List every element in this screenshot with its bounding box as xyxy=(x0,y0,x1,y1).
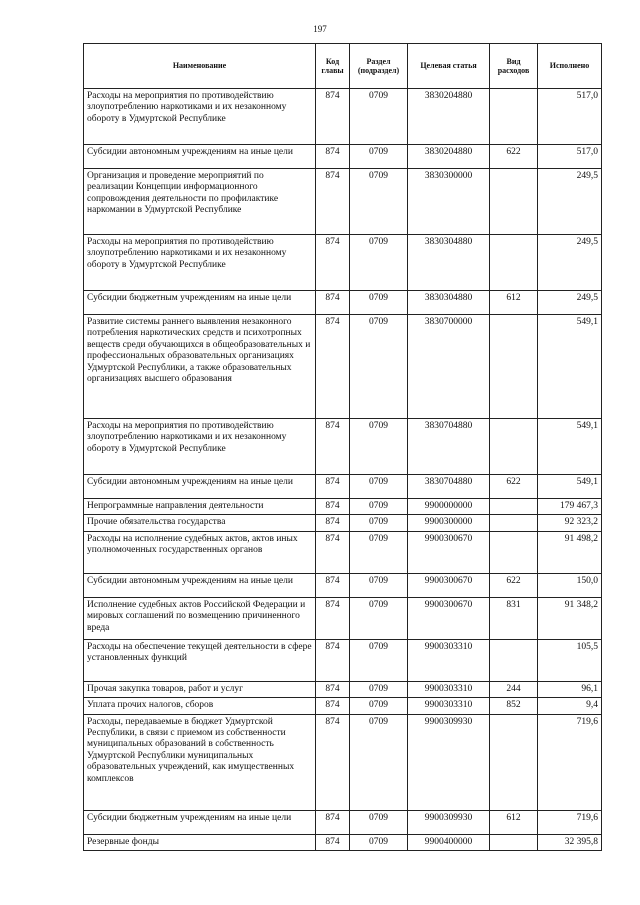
cell-section: 0709 xyxy=(350,419,408,475)
page-number: 197 xyxy=(313,24,327,34)
header-executed: Исполнено xyxy=(538,44,602,89)
cell-chapter: 874 xyxy=(316,89,350,145)
cell-executed: 517,0 xyxy=(538,89,602,145)
cell-chapter: 874 xyxy=(316,531,350,573)
cell-section: 0709 xyxy=(350,315,408,419)
cell-executed: 549,1 xyxy=(538,475,602,499)
table-row xyxy=(84,714,602,810)
cell-target: 9900300670 xyxy=(408,531,490,573)
cell-expense: 622 xyxy=(490,475,538,499)
cell-target: 3830300000 xyxy=(408,169,490,235)
cell-name: Расходы на исполнение судебных актов, актов иных уполномоченных государственных органов xyxy=(84,531,316,573)
cell-expense xyxy=(490,499,538,515)
budget-table xyxy=(83,43,602,851)
table-row xyxy=(84,419,602,475)
table-row xyxy=(84,573,602,597)
cell-name: Исполнение судебных актов Российской Федерации и мировых соглашений по возмещению причиненного вреда xyxy=(84,597,316,639)
cell-section: 0709 xyxy=(350,169,408,235)
cell-expense: 244 xyxy=(490,681,538,697)
table-row xyxy=(84,145,602,169)
cell-chapter: 874 xyxy=(316,291,350,315)
cell-section: 0709 xyxy=(350,515,408,531)
cell-name: Уплата прочих налогов, сборов xyxy=(84,698,316,714)
cell-expense: 831 xyxy=(490,597,538,639)
cell-name: Расходы на мероприятия по противодействию злоупотреблению наркотиками и их незаконному обороту в Удмуртской Республике xyxy=(84,89,316,145)
cell-section: 0709 xyxy=(350,475,408,499)
table-row xyxy=(84,499,602,515)
cell-expense xyxy=(490,169,538,235)
cell-executed: 719,6 xyxy=(538,810,602,834)
cell-section: 0709 xyxy=(350,714,408,810)
cell-chapter: 874 xyxy=(316,419,350,475)
cell-target: 9900309930 xyxy=(408,714,490,810)
cell-expense: 852 xyxy=(490,698,538,714)
header-chapter: Код главы xyxy=(316,44,350,89)
cell-target: 3830700000 xyxy=(408,315,490,419)
cell-section: 0709 xyxy=(350,499,408,515)
cell-executed: 249,5 xyxy=(538,291,602,315)
table-row xyxy=(84,531,602,573)
cell-name: Расходы на мероприятия по противодействию злоупотреблению наркотиками и их незаконному обороту в Удмуртской Республике xyxy=(84,419,316,475)
cell-section: 0709 xyxy=(350,145,408,169)
header-target: Целевая статья xyxy=(408,44,490,89)
cell-target: 9900303310 xyxy=(408,698,490,714)
cell-target: 9900303310 xyxy=(408,639,490,681)
cell-executed: 96,1 xyxy=(538,681,602,697)
table-row xyxy=(84,834,602,850)
cell-chapter: 874 xyxy=(316,499,350,515)
cell-name: Непрограммные направления деятельности xyxy=(84,499,316,515)
cell-expense xyxy=(490,714,538,810)
table-row xyxy=(84,639,602,681)
cell-expense: 612 xyxy=(490,291,538,315)
table-row xyxy=(84,89,602,145)
cell-chapter: 874 xyxy=(316,515,350,531)
cell-chapter: 874 xyxy=(316,834,350,850)
cell-section: 0709 xyxy=(350,291,408,315)
cell-expense xyxy=(490,315,538,419)
header-row xyxy=(84,44,602,89)
cell-expense: 622 xyxy=(490,145,538,169)
cell-chapter: 874 xyxy=(316,681,350,697)
cell-target: 3830204880 xyxy=(408,89,490,145)
cell-section: 0709 xyxy=(350,89,408,145)
cell-executed: 9,4 xyxy=(538,698,602,714)
cell-name: Субсидии автономным учреждениям на иные цели xyxy=(84,145,316,169)
table-row xyxy=(84,810,602,834)
table-row xyxy=(84,597,602,639)
cell-executed: 549,1 xyxy=(538,315,602,419)
cell-executed: 719,6 xyxy=(538,714,602,810)
cell-section: 0709 xyxy=(350,573,408,597)
cell-expense xyxy=(490,531,538,573)
cell-name: Организация и проведение мероприятий по реализации Концепции информационного сопровождения деятельности по профилактике наркомании в Удмуртской Республике xyxy=(84,169,316,235)
cell-section: 0709 xyxy=(350,235,408,291)
table-row xyxy=(84,698,602,714)
cell-section: 0709 xyxy=(350,834,408,850)
cell-target: 9900300670 xyxy=(408,573,490,597)
cell-section: 0709 xyxy=(350,698,408,714)
cell-expense xyxy=(490,89,538,145)
cell-target: 3830204880 xyxy=(408,145,490,169)
table-row xyxy=(84,475,602,499)
cell-name: Субсидии автономным учреждениям на иные цели xyxy=(84,475,316,499)
table-row xyxy=(84,235,602,291)
cell-expense xyxy=(490,419,538,475)
cell-section: 0709 xyxy=(350,531,408,573)
cell-name: Расходы на обеспечение текущей деятельности в сфере установленных функций xyxy=(84,639,316,681)
table-row xyxy=(84,681,602,697)
cell-executed: 249,5 xyxy=(538,169,602,235)
cell-name: Субсидии бюджетным учреждениям на иные цели xyxy=(84,291,316,315)
cell-chapter: 874 xyxy=(316,475,350,499)
cell-section: 0709 xyxy=(350,810,408,834)
cell-target: 9900300670 xyxy=(408,597,490,639)
table-row xyxy=(84,291,602,315)
cell-name: Резервные фонды xyxy=(84,834,316,850)
cell-chapter: 874 xyxy=(316,169,350,235)
cell-section: 0709 xyxy=(350,597,408,639)
cell-name: Субсидии бюджетным учреждениям на иные цели xyxy=(84,810,316,834)
cell-target: 3830704880 xyxy=(408,419,490,475)
header-name: Наименование xyxy=(84,44,316,89)
table-row xyxy=(84,169,602,235)
cell-expense xyxy=(490,639,538,681)
cell-chapter: 874 xyxy=(316,597,350,639)
cell-expense xyxy=(490,235,538,291)
cell-target: 9900309930 xyxy=(408,810,490,834)
cell-chapter: 874 xyxy=(316,235,350,291)
cell-name: Развитие системы раннего выявления незаконного потребления наркотических средств и психотропных веществ среди обучающихся в общеобразовательных и профессиональных образовательных организациях Удмуртской Республики, а также образовательных организациях высшего образования xyxy=(84,315,316,419)
cell-executed: 32 395,8 xyxy=(538,834,602,850)
cell-target: 9900300000 xyxy=(408,515,490,531)
cell-target: 3830704880 xyxy=(408,475,490,499)
cell-chapter: 874 xyxy=(316,714,350,810)
table-row xyxy=(84,515,602,531)
cell-executed: 92 323,2 xyxy=(538,515,602,531)
cell-target: 9900400000 xyxy=(408,834,490,850)
table-row xyxy=(84,315,602,419)
cell-executed: 91 498,2 xyxy=(538,531,602,573)
cell-executed: 549,1 xyxy=(538,419,602,475)
cell-target: 3830304880 xyxy=(408,235,490,291)
cell-expense xyxy=(490,515,538,531)
cell-chapter: 874 xyxy=(316,573,350,597)
cell-expense: 612 xyxy=(490,810,538,834)
cell-section: 0709 xyxy=(350,639,408,681)
cell-chapter: 874 xyxy=(316,315,350,419)
cell-expense: 622 xyxy=(490,573,538,597)
header-expense: Вид расходов xyxy=(490,44,538,89)
cell-executed: 249,5 xyxy=(538,235,602,291)
cell-target: 9900303310 xyxy=(408,681,490,697)
cell-expense xyxy=(490,834,538,850)
cell-chapter: 874 xyxy=(316,810,350,834)
cell-name: Прочие обязательства государства xyxy=(84,515,316,531)
cell-target: 3830304880 xyxy=(408,291,490,315)
cell-executed: 150,0 xyxy=(538,573,602,597)
header-section: Раздел (подраздел) xyxy=(350,44,408,89)
cell-chapter: 874 xyxy=(316,639,350,681)
cell-executed: 179 467,3 xyxy=(538,499,602,515)
cell-name: Субсидии автономным учреждениям на иные цели xyxy=(84,573,316,597)
cell-executed: 517,0 xyxy=(538,145,602,169)
cell-name: Расходы, передаваемые в бюджет Удмуртской Республики, в связи с приемом из собственности муниципальных образований в собственность Удмуртской Республики муниципальных образовательных учреждений, как имущественных комплексов xyxy=(84,714,316,810)
cell-chapter: 874 xyxy=(316,145,350,169)
cell-name: Расходы на мероприятия по противодействию злоупотреблению наркотиками и их незаконному обороту в Удмуртской Республике xyxy=(84,235,316,291)
cell-executed: 91 348,2 xyxy=(538,597,602,639)
cell-chapter: 874 xyxy=(316,698,350,714)
cell-section: 0709 xyxy=(350,681,408,697)
cell-target: 9900000000 xyxy=(408,499,490,515)
cell-executed: 105,5 xyxy=(538,639,602,681)
cell-name: Прочая закупка товаров, работ и услуг xyxy=(84,681,316,697)
